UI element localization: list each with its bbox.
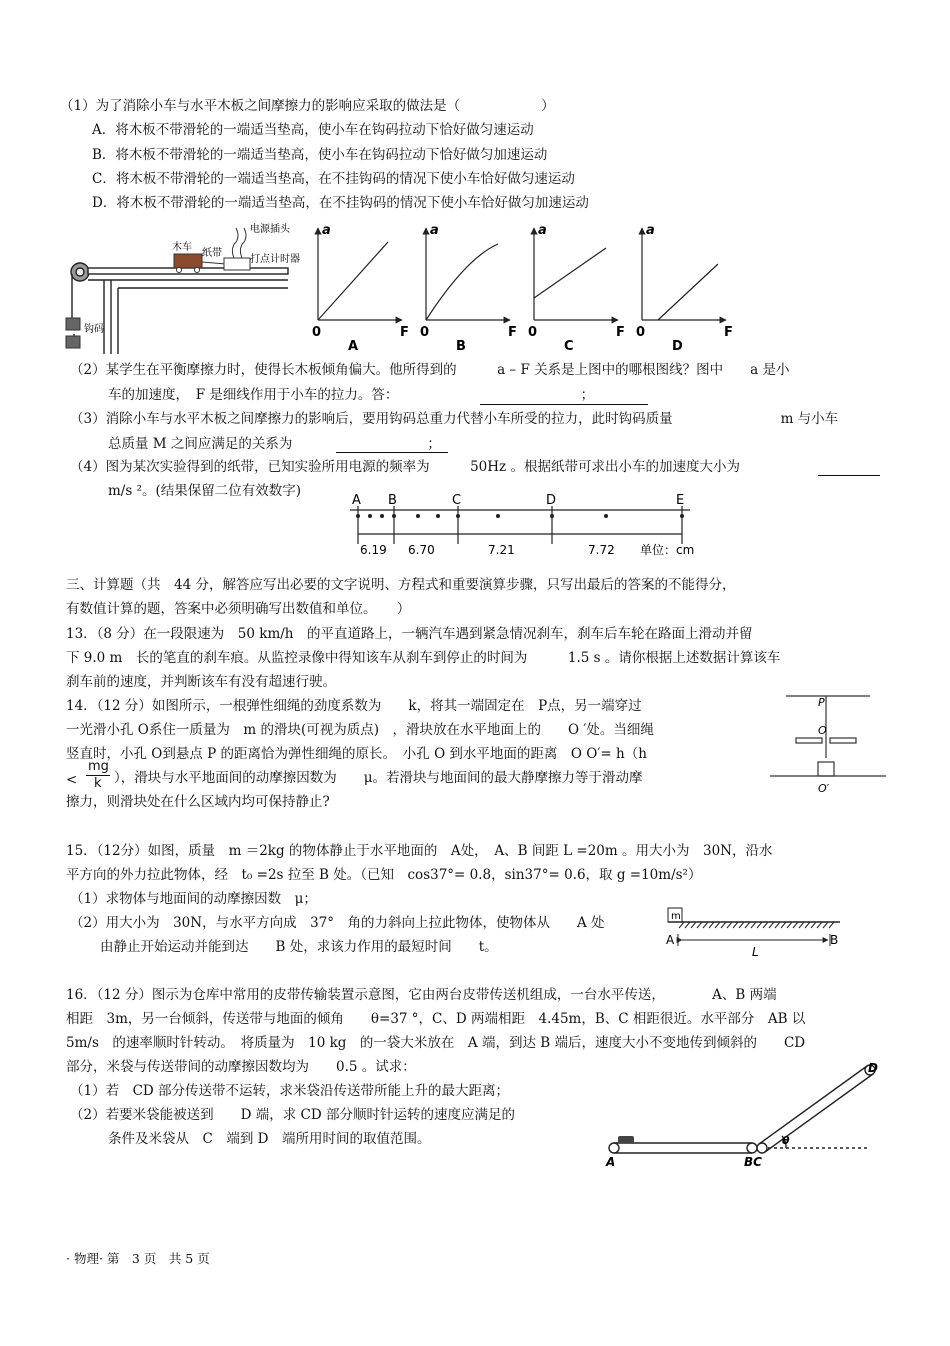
weights-label: 钩码 [84, 324, 104, 335]
q3-answer-line[interactable] [336, 452, 448, 453]
graphs-figure [306, 218, 742, 358]
q16-line3: 5m/s 的速率顺时针转动。 将质量为 10 kg 的一袋大米放在 A 端，到达 B 端后，速度大小不变地传到倾斜的 CD [66, 1035, 806, 1051]
q14-fraction-numerator: mg [88, 759, 109, 774]
q15-sub2a: （2）用大小为 30N，与水平方向成 37° 角的力斜向上拉此物体，使物体从 A 处 [70, 915, 605, 931]
q13-line1: 13．（8 分）在一段限速为 50 km/h 的平直道路上，一辆汽车遇到紧急情况刹车，刹车后车轮在路面上滑动并留 [66, 626, 753, 642]
q15-sub1: （1）求物体与地面间的动摩擦因数 μ； [70, 891, 317, 907]
q13-line2: 下 9.0 m 长的笔直的刹车痕。从监控录像中得知该车从刹车到停止的时间为 1.5 s 。请你根据上述数据计算该车 [66, 650, 781, 666]
q2-line1: （2）某学生在平衡摩擦力时，使得长木板倾角偏大。他所得到的 a – F 关系是上图中的哪根图线？图中 a 是小 [70, 362, 790, 378]
cart-label: 木车 [172, 242, 192, 253]
graph-line [318, 242, 388, 320]
q1-option-c: C．将木板不带滑轮的一端适当垫高，在不挂钩码的情况下使小车恰好做匀速运动 [92, 171, 575, 187]
q4-answer-line[interactable] [818, 475, 880, 476]
q2-line2: 车的加速度， F 是细线作用于小车的拉力。答： ； [108, 387, 595, 403]
tape-point-c: C [452, 493, 462, 508]
apparatus-figure [64, 218, 304, 354]
graph-d [636, 223, 733, 354]
q14-fig-o-prime: O′ [818, 782, 830, 795]
q1-option-d: D．将木板不带滑轮的一端适当垫高，在不挂钩码的情况下使小车恰好做匀加速运动 [92, 195, 589, 211]
q2-answer-line[interactable] [480, 404, 648, 405]
graph-origin: 0 [528, 325, 538, 340]
tape-point-e: E [676, 493, 685, 508]
graph-y-label: a [322, 223, 331, 238]
q14-less-than: < [66, 772, 78, 788]
q4-line2: m/s ²。(结果保留二位有效数字) [108, 483, 302, 499]
graph-caption: D [672, 339, 683, 354]
q16-fig-a: A [606, 1155, 616, 1169]
q16-line4: 部分，米袋与传送带间的动摩擦因数均为 0.5 。试求： [66, 1059, 416, 1075]
q14-line5: 擦力，则滑块处在什么区域内均可保持静止? [66, 794, 330, 810]
cart-icon [174, 254, 202, 268]
q16-fig-bc: BC [744, 1155, 762, 1169]
tape-unit: 单位：cm [640, 543, 695, 557]
section3-line2: 有数值计算的题，答案中必须明确写出数值和单位。 ） [66, 601, 411, 617]
q15-fig-l: L [752, 945, 759, 959]
q14-fig-o: O [818, 724, 827, 737]
tape-figure [340, 490, 720, 562]
plug-label: 电源插头 [250, 224, 290, 235]
weight-icon [66, 318, 80, 330]
section3-line1: 三、计算题（共 44 分，解答应写出必要的文字说明、方程式和重要演算步骤，只写出最后的答案的不能得分， [66, 577, 736, 593]
q16-sub2b: 条件及米袋从 C 端到 D 端所用时间的取值范围。 [108, 1131, 431, 1147]
q15-line1: 15．（12分）如图，质量 m ＝2kg 的物体静止于水平地面的 A处， A、B 间距 L =20m 。用大小为 30N，沿水 [66, 843, 773, 859]
tape-segment-de: 7.72 [588, 543, 615, 557]
q13-line3: 刹车前的速度，并判断该车有没有超速行驶。 [66, 674, 336, 690]
q14-line3: 竖直时，小孔 O到悬点 P 的距离恰为弹性细绳的原长。 小孔 O 到水平地面的距离 O O′= h（h [66, 746, 647, 762]
graph-x-label: F [616, 325, 625, 340]
q16-fig-theta: θ [782, 1134, 790, 1147]
tape-point-d: D [546, 493, 557, 508]
graph-origin: 0 [312, 325, 322, 340]
tape-label: 纸带 [202, 248, 222, 259]
q15-line2: 平方向的外力拉此物体，经 t₀ =2s 拉至 B 处。（已知 cos37°= 0.8，sin37°= 0.6，取 g =10m/s²） [66, 867, 702, 883]
q16-fig-d: D [868, 1061, 878, 1075]
graph-y-label: a [646, 223, 655, 238]
page-footer: · 物理· 第 3 页 共 5 页 [66, 1251, 210, 1266]
graph-x-label: F [508, 325, 517, 340]
q16-sub1: （1）若 CD 部分传送带不运转，求米袋沿传送带所能上升的最大距离； [70, 1083, 510, 1099]
q16-line1: 16．（12 分）图示为仓库中常用的皮带传输装置示意图，它由两台皮带传送机组成，一台水平传送， A、B 两端 [66, 987, 777, 1003]
graph-a [312, 223, 409, 354]
q15-sub2b: 由静止开始运动并能到达 B 处，求该力作用的最短时间 t。 [100, 939, 498, 955]
tape-point-a: A [352, 493, 361, 508]
tape-segment-bc: 6.70 [408, 543, 435, 557]
tape-segment-cd: 7.21 [488, 543, 515, 557]
q15-figure [660, 904, 860, 960]
graph-x-label: F [400, 325, 409, 340]
graph-line [426, 244, 498, 320]
timer-label: 打点计时器 [250, 254, 300, 265]
graph-line [658, 264, 718, 320]
graph-b [420, 223, 517, 354]
graph-caption: C [564, 339, 574, 354]
graph-y-label: a [430, 223, 439, 238]
q15-fig-b: B [830, 933, 839, 947]
q14-fraction-denominator: k [94, 776, 102, 791]
q14-figure [766, 688, 890, 800]
q3-line2: 总质量 M 之间应满足的关系为 ； [108, 436, 441, 452]
q16-sub2a: （2）若要米袋能被送到 D 端，求 CD 部分顺时针运转的速度应满足的 [70, 1107, 515, 1123]
graph-origin: 0 [636, 325, 646, 340]
q14-line1: 14．（12 分）如图所示，一根弹性细绳的劲度系数为 k，将其一端固定在 P点，另一端穿过 [66, 698, 642, 714]
q4-line1: （4）图为某次实验得到的纸带，已知实验所用电源的频率为 50Hz 。根据纸带可求出小车的加速度大小为 [70, 459, 740, 475]
q14-line4: ），滑块与水平地面间的动摩擦因数为 μ。若滑块与地面间的最大静摩擦力等于滑动摩 [114, 770, 643, 786]
graph-y-label: a [538, 223, 547, 238]
rice-bag-icon [618, 1136, 634, 1143]
timer-icon [224, 258, 250, 270]
graph-origin: 0 [420, 325, 430, 340]
graph-line [534, 248, 606, 298]
q3-line1: （3）消除小车与水平木板之间摩擦力的影响后，要用钩码总重力代替小车所受的拉力，此时钩码质量 m 与小车 [70, 411, 839, 427]
tape-segment-ab: 6.19 [360, 543, 387, 557]
q14-line2: 一光滑小孔 O系住一质量为 m 的滑块(可视为质点) ，滑块放在水平地面上的 O ′处。当细绳 [66, 722, 654, 738]
q15-fig-a: A [666, 933, 675, 947]
graph-x-label: F [724, 325, 733, 340]
tape-point-b: B [388, 493, 397, 508]
q1-option-a: A．将木板不带滑轮的一端适当垫高，使小车在钩码拉动下恰好做匀速运动 [92, 122, 534, 138]
q16-figure [600, 1060, 890, 1170]
graph-caption: B [456, 339, 466, 354]
graph-c [528, 223, 625, 354]
graph-caption: A [348, 339, 359, 354]
q1-option-b: B．将木板不带滑轮的一端适当垫高，使小车在钩码拉动下恰好做匀加速运动 [92, 147, 548, 163]
q16-line2: 相距 3m，另一台倾斜，传送带与地面的倾角 θ=37 °，C、D 两端相距 4.45m，B、C 相距很近。水平部分 AB 以 [66, 1011, 806, 1027]
weight-icon [66, 336, 80, 348]
q14-fig-p: P [818, 696, 825, 709]
q15-fig-m: m [671, 911, 681, 922]
q1-stem: （1）为了消除小车与水平木板之间摩擦力的影响应采取的做法是（ ） [60, 98, 555, 114]
